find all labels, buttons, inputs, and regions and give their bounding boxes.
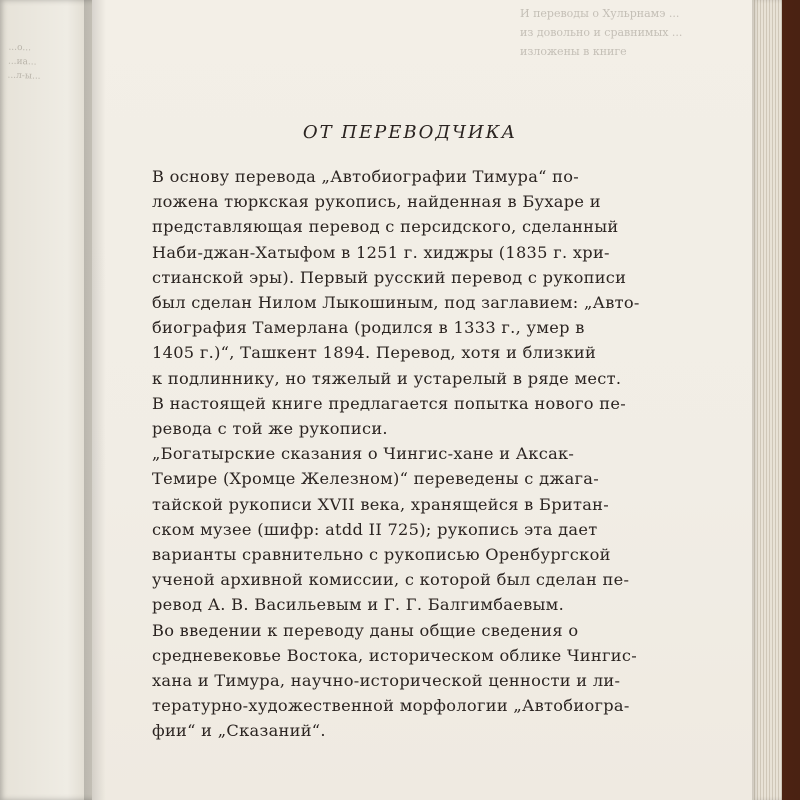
text-line: варианты сравнительно с рукописью Оренбургской [152, 545, 611, 565]
section-heading: ОТ ПЕРЕВОДЧИКА [302, 122, 518, 143]
text-line: хана и Тимура, научно-исторической ценности и ли- [152, 671, 621, 691]
text-line: к подлиннику, но тяжелый и устарелый в ряде мест. [152, 368, 622, 388]
facing-page [0, 0, 96, 800]
page-edges [752, 0, 782, 800]
show-through-line: из довольно и сравнимых ... [520, 26, 683, 39]
text-line: тературно-художественной морфологии „Автобиогра- [152, 696, 630, 716]
text-line: ложена тюркская рукопись, найденная в Бухаре и [152, 192, 601, 212]
text-line: был сделан Нилом Лыкошиным, под заглавием: „Авто- [152, 293, 640, 313]
text-line: стианской эры). Первый русский перевод с рукописи [152, 267, 627, 287]
bleed-line: ...о... [8, 42, 32, 54]
body-text [152, 164, 652, 744]
text-line: фии“ и „Сказаний“. [152, 721, 326, 741]
book-gutter [84, 0, 106, 800]
text-line: ревод А. В. Васильевым и Г. Г. Балгимбаевым. [152, 595, 565, 615]
text-line: Темире (Хромце Железном)“ переведены с джага- [152, 469, 600, 489]
show-through-line: изложены в книге [520, 45, 627, 58]
text-line: средневековье Востока, историческом облике Чингис- [152, 645, 637, 665]
text-line: биография Тамерлана (родился в 1333 г., умер в [152, 318, 585, 338]
text-line: В настоящей книге предлагается попытка нового пе- [152, 393, 627, 413]
text-line: Наби-джан-Хатыфом в 1251 г. хиджры (1835 г. хри- [152, 242, 610, 262]
text-line: 1405 г.)“, Ташкент 1894. Перевод, хотя и близкий [152, 343, 597, 363]
paragraph-2 [152, 441, 652, 617]
paragraph-3 [152, 618, 652, 744]
text-line: ревода с той же рукописи. [152, 419, 388, 439]
text-line: тайской рукописи XVII века, хранящейся в Британ- [152, 494, 610, 514]
show-through-line: И переводы о Хульрнамэ ... [520, 7, 680, 20]
text-line: ском музее (шифр: atdd II 725); рукопись эта дает [152, 519, 598, 539]
text-line: „Богатырские сказания о Чингис-хане и Аксак- [152, 444, 575, 464]
facing-page-bleed-text [7, 41, 88, 86]
text-line: Во введении к переводу даны общие сведения о [152, 620, 579, 640]
show-through-text [520, 4, 760, 61]
text-line: ученой архивной комиссии, с которой был сделан пе- [152, 570, 630, 590]
text-line: представляющая перевод с персидского, сделанный [152, 217, 619, 237]
text-line: В основу перевода „Автобиографии Тимура“ по- [152, 167, 580, 186]
bleed-line: ...иа... [7, 56, 37, 68]
paragraph-1 [152, 164, 652, 441]
bleed-line: ...л-ы... [7, 70, 41, 82]
